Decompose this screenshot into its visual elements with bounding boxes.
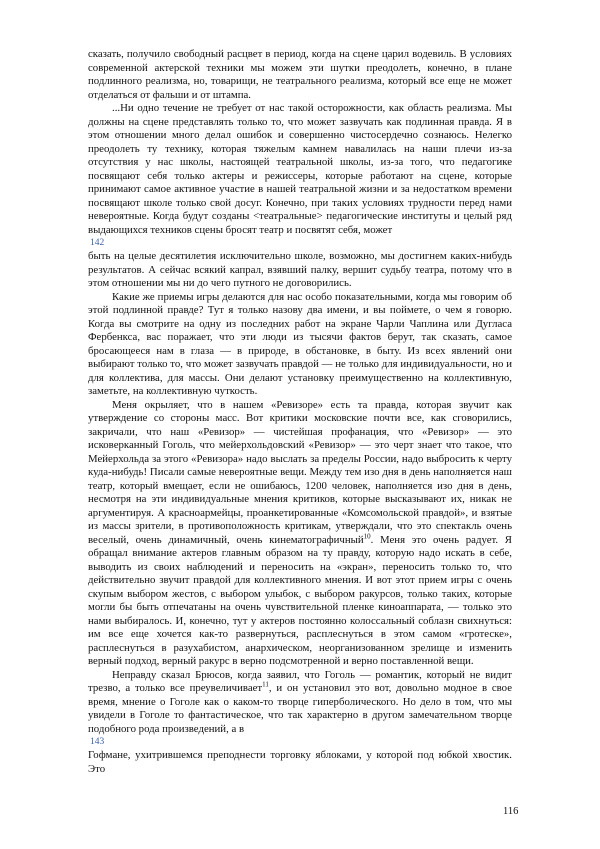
footnote-ref-10[interactable]: 10	[363, 531, 371, 540]
footnote-ref-11[interactable]: 11	[262, 680, 269, 689]
paragraph-1: сказать, получило свободный расцвет в период, когда на сцене царил водевиль. В условиях современной актерской техники мы можем эти шутки преодолеть, конечно, в плане подлинного реализма, но, товарищи, не театрального реализма, который все еще не может отделаться от фальши и от штампа.	[88, 48, 512, 101]
paragraph-6	[88, 669, 512, 737]
paragraph-2: ...Ни одно течение не требует от нас такой осторожности, как область реализма. Мы должны на сцене представлять только то, что может зазвучать как подлинная правда. Я в этом отношении много делал ошибок и совершенно чистосердечно сознаюсь. Нелегко преодолеть ту технику, которая тяжелым камнем навалилась на наши плечи из-за отсутствия у нас школы, настоящей театральной школы, из-за того, что педагогике посвящают себя только актеры и режиссеры, которые работают на сцене, которые принимают самое активное участие в нашей театральной жизни и за недостатком времени посвящают школе только свой досуг. Конечно, при таких условиях трудности перед нами невероятные. Когда будут созданы <театральные> педагогические институты и целый ряд выдающихся техников сцены бросят театр и посвятят себя, может	[88, 102, 512, 236]
body-text	[88, 48, 512, 776]
paragraph-5-text: Меня окрыляет, что в нашем «Ревизоре» есть та правда, которая звучит как утверждение со стороны масс. Вот критики московские почти все, как сговорились, закричали, что наш «Ревизор» — чистейшая профанация, что «Ревизор» — это исковерканный Гоголь, что мейерхольдовский «Ревизор» — это черт знает что такое, что Мейерхольда за этого «Ревизора» надо выслать за пределы России, надо выбросить к черту куда-нибудь! Писали самые невероятные вещи. Между тем изо дня в день наполняется наш театр, который вмещает, если не ошибаюсь, 1200 человек, наполняется изо дня в день, несмотря на эти индивидуальные мнения критиков, которые высказывают их, никак не аргументируя. А красноармейцы, проанкетированные «Комсомольской правдой», и взятые из массы зрители, в противоположность критикам, утверждали, что это спектакль очень веселый, очень динамичный, очень кинематографичный	[88, 398, 512, 546]
page-number: 116	[503, 806, 519, 817]
paragraph-5	[88, 399, 512, 669]
paragraph-5-text-after: . Меня это очень радует. Я обращал внимание актеров главным образом на ту правду, которую надо искать в себе, выводить из своих наблюдений и переносить на «экран», переносить только то, что действительно звучит правдой для коллективного мнения. И вот этот прием игры с очень скупым выбором жестов, с выбором улыбок, с выбором ракурсов, только таких, которые могли бы быть отпечатаны на очень чувствительной пленке киноаппарата, — только это нами выбиралось. И, конечно, тут у актеров постоянно колоссальный соблазн свихнуться: им все еще хочется как-то развернуться, расплеснуться в этом самом «гротеске», расплеснуться в разухабистом, анархическом, неорганизованном зрелище и изменить верный подход, верный ракурс в верно подсмотренной и верно поставленной вещи.	[88, 533, 512, 667]
paragraph-4: Какие же приемы игры делаются для нас особо показательными, когда мы говорим об этой подлинной правде? Тут я только назову два имени, и вы поймете, о чем я говорю. Когда вы смотрите на одну из последних работ на экране Чарли Чаплина или Дугласа Фербенкса, вас поражает, что эти люди из тысячи фактов берут, так сказать, самое бросающееся нам в глаза — в природе, в обстановке, в быту. Из всех явлений они выбирают только то, что может зазвучать правдой — не только для индивидуальности, но и для коллектива, для массы. Они делают установку преимущественно на коллективную, заметьте, на коллективную чуткость.	[88, 290, 512, 397]
paragraph-6-text-after: , и он установил это вот, довольно модное в свое время, мнение о Гоголе как о каком-то творце гиперболического. Но дело в том, что мы увидели в Гоголе то фантастическое, что так характерно в другом замечательном творце подобного рода произведений, а в	[88, 682, 512, 735]
page-marker-143: 143	[90, 737, 105, 747]
page-marker-142: 142	[90, 238, 105, 248]
paragraph-3: быть на целые десятилетия исключительно школе, возможно, мы достигнем каких-нибудь результатов. А сейчас всякий капрал, взявший палку, вершит судьбу театра, потому что в этом отношении мы ни до чего путного не договорились.	[88, 250, 512, 289]
paragraph-7: Гофмане, ухитрившемся преподнести торговку яблоками, у которой под юбкой хвостик. Это	[88, 749, 512, 775]
paragraph-6-text: Неправду сказал Брюсов, когда заявил, что Гоголь — романтик, который не видит трезво, а только все преувеличивает	[88, 668, 512, 694]
